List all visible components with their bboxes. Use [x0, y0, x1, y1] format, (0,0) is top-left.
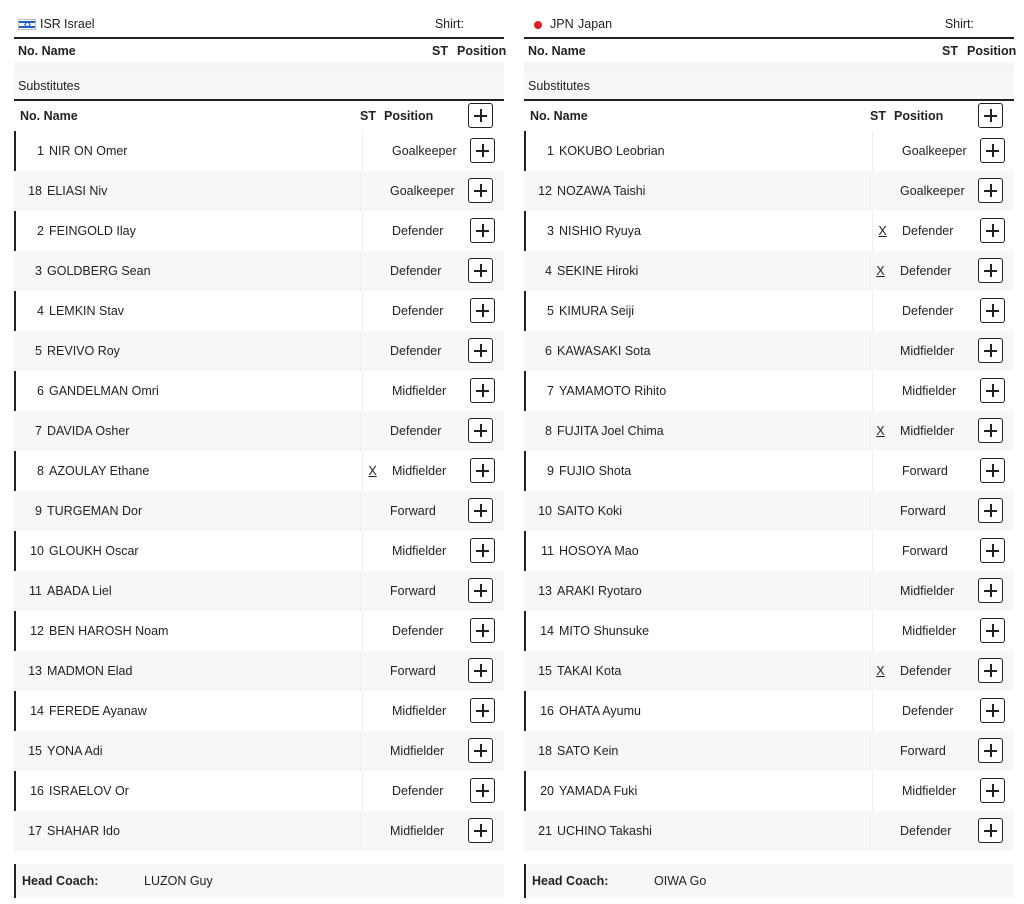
player-row [524, 571, 1014, 611]
add-player-button[interactable] [978, 738, 1003, 763]
player-position: Forward [900, 744, 946, 758]
player-position: Midfielder [902, 784, 957, 798]
header-position: Position [457, 44, 507, 58]
player-number: 20 [540, 784, 554, 798]
player-row [524, 651, 1014, 691]
player-row [524, 771, 1014, 811]
player-name: FUJITA Joel Chima [557, 424, 664, 438]
add-player-button[interactable] [978, 178, 1003, 203]
player-starting-mark [362, 371, 382, 411]
player-number: 16 [30, 784, 44, 798]
player-name: KAWASAKI Sota [557, 344, 651, 358]
add-player-button[interactable] [978, 818, 1003, 843]
player-position: Midfielder [392, 384, 447, 398]
player-position: Forward [390, 504, 436, 518]
player-starting-mark [360, 331, 380, 371]
player-starting-mark [360, 811, 380, 851]
header-position: Position [384, 109, 434, 123]
player-position: Defender [392, 304, 444, 318]
player-position: Defender [392, 224, 444, 238]
player-name: ISRAELOV Or [49, 784, 129, 798]
player-position: Defender [902, 224, 954, 238]
player-starting-mark [362, 531, 382, 571]
add-player-button[interactable] [980, 778, 1005, 803]
player-name: YAMADA Fuki [559, 784, 638, 798]
player-starting-mark [362, 291, 382, 331]
player-starting-mark [360, 411, 380, 451]
player-position: Defender [900, 264, 952, 278]
japan-flag-icon [528, 19, 546, 30]
player-name: OHATA Ayumu [559, 704, 641, 718]
player-row [14, 611, 504, 651]
player-position: Defender [392, 624, 444, 638]
player-number: 13 [538, 584, 552, 598]
player-name: SEKINE Hiroki [557, 264, 639, 278]
player-number: 3 [35, 264, 42, 278]
player-starting-mark [872, 691, 892, 731]
player-number: 4 [545, 264, 552, 278]
team-name: Israel [64, 17, 95, 31]
player-row [14, 291, 504, 331]
head-coach-row [524, 864, 1014, 898]
player-position: Defender [902, 304, 954, 318]
player-number: 1 [547, 144, 554, 158]
player-position: Defender [390, 424, 442, 438]
player-starting-mark [872, 371, 892, 411]
player-position: Midfielder [900, 344, 955, 358]
player-name: ABADA Liel [47, 584, 112, 598]
player-starting-mark [360, 571, 380, 611]
player-row [524, 251, 1014, 291]
player-position: Defender [902, 704, 954, 718]
player-starting-mark [360, 651, 380, 691]
player-number: 14 [30, 704, 44, 718]
player-number: 9 [547, 464, 554, 478]
head-coach-row [14, 864, 504, 898]
player-number: 11 [29, 584, 42, 598]
player-name: NIR ON Omer [49, 144, 128, 158]
player-number: 18 [538, 744, 552, 758]
empty-starting-list [14, 62, 504, 72]
add-player-button[interactable] [470, 538, 495, 563]
player-starting-mark: X [872, 211, 892, 251]
player-number: 6 [37, 384, 44, 398]
player-position: Midfielder [902, 384, 957, 398]
player-starting-mark [872, 531, 892, 571]
add-player-button[interactable] [470, 298, 495, 323]
add-player-button[interactable] [980, 698, 1005, 723]
player-name: GOLDBERG Sean [47, 264, 151, 278]
substitutes-title: Substitutes [14, 72, 504, 100]
player-row [14, 251, 504, 291]
player-starting-mark [872, 291, 892, 331]
player-starting-mark [360, 491, 380, 531]
player-number: 15 [28, 744, 42, 758]
player-position: Midfielder [900, 584, 955, 598]
header-st: ST [942, 44, 958, 58]
header-st: ST [432, 44, 448, 58]
player-starting-mark [362, 211, 382, 251]
substitutes-title: Substitutes [524, 72, 1014, 100]
player-name: UCHINO Takashi [557, 824, 652, 838]
head-coach-label: Head Coach: [22, 874, 99, 888]
player-row [14, 571, 504, 611]
add-player-button[interactable] [978, 418, 1003, 443]
player-number: 16 [540, 704, 554, 718]
player-position: Goalkeeper [390, 184, 455, 198]
player-row [14, 531, 504, 571]
player-name: BEN HAROSH Noam [49, 624, 169, 638]
add-player-button[interactable] [470, 218, 495, 243]
add-player-button[interactable] [978, 658, 1003, 683]
player-position: Defender [900, 664, 952, 678]
player-row [14, 171, 504, 211]
player-row [524, 811, 1014, 851]
add-player-button[interactable] [980, 538, 1005, 563]
player-row [14, 771, 504, 811]
player-number: 4 [37, 304, 44, 318]
player-number: 6 [545, 344, 552, 358]
player-position: Midfielder [390, 744, 445, 758]
player-starting-mark [872, 771, 892, 811]
add-player-button[interactable] [468, 338, 493, 363]
player-row [524, 211, 1014, 251]
add-player-button[interactable] [980, 458, 1005, 483]
player-number: 11 [541, 544, 554, 558]
player-starting-mark [872, 451, 892, 491]
player-position: Forward [900, 504, 946, 518]
player-position: Defender [392, 784, 444, 798]
player-number: 10 [538, 504, 552, 518]
player-starting-mark: X [362, 451, 382, 491]
player-row [524, 491, 1014, 531]
player-starting-mark [362, 771, 382, 811]
player-position: Midfielder [392, 704, 447, 718]
add-player-button[interactable] [470, 378, 495, 403]
player-name: AZOULAY Ethane [49, 464, 150, 478]
player-row [14, 451, 504, 491]
add-player-button[interactable] [978, 578, 1003, 603]
player-row [524, 611, 1014, 651]
player-row [14, 691, 504, 731]
add-player-button[interactable] [468, 738, 493, 763]
player-starting-mark [870, 811, 890, 851]
header-position: Position [967, 44, 1017, 58]
player-starting-mark [872, 611, 892, 651]
player-number: 13 [28, 664, 42, 678]
head-coach-label: Head Coach: [532, 874, 609, 888]
player-name: MITO Shunsuke [559, 624, 650, 638]
substitutes-header [524, 101, 1014, 131]
player-position: Goalkeeper [900, 184, 965, 198]
shirt-label: Shirt: [944, 17, 974, 31]
player-name: ELIASI Niv [47, 184, 108, 198]
player-number: 12 [538, 184, 552, 198]
add-player-button[interactable] [470, 138, 495, 163]
player-name: YONA Adi [47, 744, 103, 758]
player-number: 12 [30, 624, 44, 638]
player-number: 5 [35, 344, 42, 358]
player-starting-mark [872, 131, 892, 171]
player-starting-mark [870, 731, 890, 771]
team-panel-isr [14, 0, 507, 904]
player-starting-mark [870, 331, 890, 371]
player-row [14, 811, 504, 851]
player-row [524, 731, 1014, 771]
add-player-button[interactable] [468, 258, 493, 283]
player-name: MADMON Elad [47, 664, 133, 678]
player-row [524, 411, 1014, 451]
player-name: NOZAWA Taishi [557, 184, 646, 198]
player-number: 17 [28, 824, 42, 838]
player-position: Midfielder [902, 624, 957, 638]
player-name: REVIVO Roy [47, 344, 120, 358]
header-no-name: No. Name [20, 109, 78, 123]
player-row [14, 411, 504, 451]
add-player-button[interactable] [468, 418, 493, 443]
player-position: Forward [902, 464, 948, 478]
team-panel-jpn [524, 0, 1017, 904]
header-no-name: No. Name [528, 44, 586, 58]
player-name: FEREDE Ayanaw [49, 704, 147, 718]
team-name: Japan [578, 17, 613, 31]
player-row [14, 731, 504, 771]
player-starting-mark [362, 131, 382, 171]
player-number: 9 [35, 504, 42, 518]
player-starting-mark: X [870, 651, 890, 691]
player-number: 21 [538, 824, 552, 838]
player-number: 8 [545, 424, 552, 438]
player-name: DAVIDA Osher [47, 424, 130, 438]
player-name: SHAHAR Ido [47, 824, 120, 838]
player-name: FEINGOLD Ilay [49, 224, 136, 238]
player-starting-mark: X [870, 411, 890, 451]
player-row [14, 211, 504, 251]
starting-header [524, 39, 1017, 63]
player-row [14, 331, 504, 371]
player-number: 2 [37, 224, 44, 238]
player-row [524, 331, 1014, 371]
player-starting-mark [870, 171, 890, 211]
player-name: ARAKI Ryotaro [557, 584, 642, 598]
header-no-name: No. Name [530, 109, 588, 123]
empty-starting-list [524, 62, 1014, 72]
player-name: HOSOYA Mao [559, 544, 639, 558]
add-player-button[interactable] [980, 378, 1005, 403]
header-st: ST [870, 109, 886, 123]
head-coach-name: OIWA Go [654, 874, 707, 888]
shirt-label: Shirt: [434, 17, 464, 31]
player-starting-mark [360, 171, 380, 211]
player-position: Goalkeeper [902, 144, 967, 158]
player-row [14, 131, 504, 171]
team-header [524, 14, 1014, 34]
add-player-button[interactable] [978, 498, 1003, 523]
add-player-button[interactable] [470, 778, 495, 803]
player-row [524, 371, 1014, 411]
add-player-button[interactable] [978, 338, 1003, 363]
player-name: TAKAI Kota [557, 664, 622, 678]
header-position: Position [894, 109, 944, 123]
player-position: Forward [902, 544, 948, 558]
player-name: TURGEMAN Dor [47, 504, 143, 518]
player-number: 18 [28, 184, 42, 198]
add-player-button[interactable] [980, 218, 1005, 243]
player-name: YAMAMOTO Rihito [559, 384, 667, 398]
add-player-button[interactable] [468, 578, 493, 603]
player-row [524, 451, 1014, 491]
player-number: 3 [547, 224, 554, 238]
add-all-button[interactable] [468, 103, 493, 128]
israel-flag-icon [18, 19, 36, 30]
player-starting-mark [360, 731, 380, 771]
add-player-button[interactable] [470, 618, 495, 643]
player-starting-mark [870, 491, 890, 531]
add-player-button[interactable] [470, 458, 495, 483]
add-player-button[interactable] [980, 298, 1005, 323]
player-position: Goalkeeper [392, 144, 457, 158]
player-name: SAITO Koki [557, 504, 623, 518]
player-row [14, 491, 504, 531]
add-player-button[interactable] [468, 658, 493, 683]
add-all-button[interactable] [978, 103, 1003, 128]
substitutes-header [14, 101, 504, 131]
player-number: 7 [547, 384, 554, 398]
starting-header [14, 39, 507, 63]
player-row [14, 651, 504, 691]
player-number: 5 [547, 304, 554, 318]
player-name: LEMKIN Stav [49, 304, 125, 318]
player-position: Defender [390, 344, 442, 358]
add-player-button[interactable] [980, 618, 1005, 643]
add-player-button[interactable] [468, 498, 493, 523]
player-position: Forward [390, 664, 436, 678]
player-row [524, 171, 1014, 211]
player-number: 10 [30, 544, 44, 558]
player-name: KOKUBO Leobrian [559, 144, 665, 158]
player-position: Midfielder [392, 544, 447, 558]
player-name: NISHIO Ryuya [559, 224, 641, 238]
add-player-button[interactable] [980, 138, 1005, 163]
player-row [14, 371, 504, 411]
header-no-name: No. Name [18, 44, 76, 58]
player-starting-mark [870, 571, 890, 611]
header-st: ST [360, 109, 376, 123]
player-position: Midfielder [392, 464, 447, 478]
team-code: JPN [550, 17, 574, 31]
player-row [524, 131, 1014, 171]
player-starting-mark [362, 691, 382, 731]
player-row [524, 531, 1014, 571]
player-position: Defender [390, 264, 442, 278]
player-name: SATO Kein [557, 744, 619, 758]
team-header [14, 14, 504, 34]
player-starting-mark: X [870, 251, 890, 291]
player-position: Defender [900, 824, 952, 838]
add-player-button[interactable] [468, 178, 493, 203]
head-coach-name: LUZON Guy [144, 874, 213, 888]
player-number: 1 [37, 144, 44, 158]
player-row [524, 291, 1014, 331]
player-number: 15 [538, 664, 552, 678]
player-name: FUJIO Shota [559, 464, 632, 478]
player-number: 8 [37, 464, 44, 478]
player-row [524, 691, 1014, 731]
player-name: GLOUKH Oscar [49, 544, 139, 558]
player-position: Midfielder [390, 824, 445, 838]
player-position: Midfielder [900, 424, 955, 438]
player-starting-mark [360, 251, 380, 291]
player-number: 14 [540, 624, 554, 638]
player-name: GANDELMAN Omri [49, 384, 159, 398]
add-player-button[interactable] [468, 818, 493, 843]
player-position: Forward [390, 584, 436, 598]
player-name: KIMURA Seiji [559, 304, 635, 318]
team-code: ISR [40, 17, 61, 31]
add-player-button[interactable] [978, 258, 1003, 283]
player-number: 7 [35, 424, 42, 438]
add-player-button[interactable] [470, 698, 495, 723]
player-starting-mark [362, 611, 382, 651]
